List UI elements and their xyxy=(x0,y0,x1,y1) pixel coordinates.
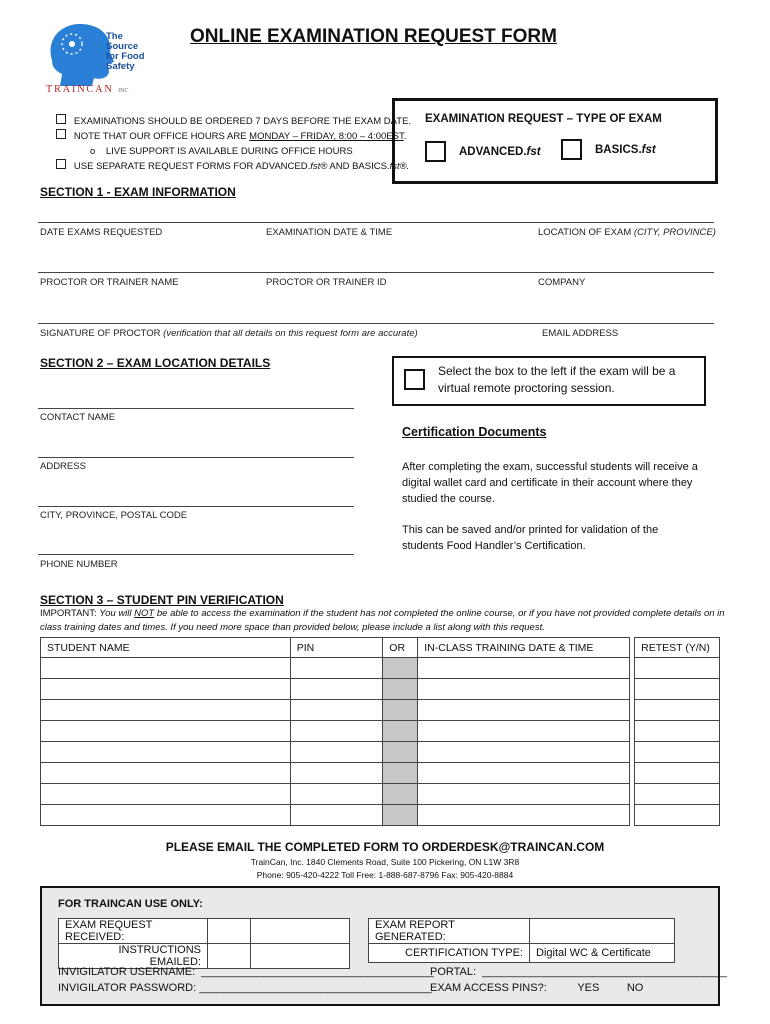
logo-line1: The xyxy=(106,31,123,42)
logo xyxy=(38,20,148,100)
table-row[interactable] xyxy=(41,784,720,805)
bullet-box-icon xyxy=(56,114,66,124)
exam-type-title: EXAMINATION REQUEST – TYPE OF EXAM xyxy=(425,113,662,125)
note-live-support: o LIVE SUPPORT IS AVAILABLE DURING OFFICE HOURS xyxy=(90,146,353,157)
exam-datetime-label: EXAMINATION DATE & TIME xyxy=(266,227,393,238)
cert-type-label: CERTIFICATION TYPE: xyxy=(369,944,530,963)
proctor-id-label: PROCTOR OR TRAINER ID xyxy=(266,277,387,288)
table-row[interactable] xyxy=(41,700,720,721)
virtual-box xyxy=(392,356,706,406)
table-row[interactable] xyxy=(41,742,720,763)
table-row[interactable] xyxy=(41,679,720,700)
bullet-box-icon xyxy=(56,159,66,169)
logo-brand: TRAINCAN xyxy=(46,84,114,95)
admin-right-table xyxy=(368,918,675,963)
page-title: ONLINE EXAMINATION REQUEST FORM xyxy=(190,26,557,47)
pins-yes[interactable]: YES xyxy=(577,982,600,994)
logo-brand-suffix: INC xyxy=(118,88,129,94)
email-instruction: PLEASE EMAIL THE COMPLETED FORM TO ORDERDESK@TRAINCAN.COM xyxy=(165,840,605,854)
header-pin: PIN xyxy=(290,638,383,658)
table-row[interactable] xyxy=(41,721,720,742)
important-note: IMPORTANT: You will NOT be able to access the examination if the student has not completed the online course, or if you have not provided complete details on in class training dates and times. If you need more space than provided below, please include a list along with this request. xyxy=(40,608,725,633)
logo-line3: for Food xyxy=(106,51,145,62)
cert-docs-title: Certification Documents xyxy=(402,425,547,439)
cert-type-value: Digital WC & Certificate xyxy=(530,944,675,963)
logo-line4: Safety xyxy=(106,61,135,72)
header-retest: RETEST (Y/N) xyxy=(635,638,720,658)
report-label: EXAM REPORT GENERATED: xyxy=(369,919,530,944)
access-pins: EXAM ACCESS PINS?: YES NO xyxy=(430,982,644,994)
table-header-row xyxy=(41,638,720,658)
company-label: COMPANY xyxy=(538,277,586,288)
table-row[interactable] xyxy=(41,805,720,826)
invigilator-username: INVIGILATOR USERNAME: ______________________________________ xyxy=(58,966,434,978)
virtual-checkbox[interactable] xyxy=(404,369,425,390)
portal-field: PORTAL: ________________________________________ xyxy=(430,966,727,978)
address-label: ADDRESS xyxy=(40,461,86,472)
company-phones: Phone: 905-420-4222 Toll Free: 1-888-687-8796 Fax: 905-420-8884 xyxy=(256,870,514,880)
received-date[interactable] xyxy=(251,919,350,944)
admin-left-table xyxy=(58,918,350,969)
received-label: EXAM REQUEST RECEIVED: xyxy=(59,919,208,944)
note-ordering: EXAMINATIONS SHOULD BE ORDERED 7 DAYS BEFORE THE EXAM DATE. xyxy=(56,114,411,129)
admin-title: FOR TRAINCAN USE ONLY: xyxy=(58,898,203,910)
city-label: CITY, PROVINCE, POSTAL CODE xyxy=(40,510,188,521)
proctor-name-label: PROCTOR OR TRAINER NAME xyxy=(40,277,179,288)
report-field[interactable] xyxy=(530,919,675,944)
logo-line2: Source xyxy=(106,41,139,52)
student-table xyxy=(40,637,720,826)
pins-no[interactable]: NO xyxy=(626,982,644,994)
signature-label: SIGNATURE OF PROCTOR (verification that all details on this request form are accurate) xyxy=(40,328,418,339)
location-label: LOCATION OF EXAM (CITY, PROVINCE) xyxy=(538,227,716,238)
note-separate-forms: USE SEPARATE REQUEST FORMS FOR ADVANCED.fst® AND BASICS.fst®. xyxy=(56,159,411,174)
table-row[interactable] xyxy=(41,658,720,679)
header-or: OR xyxy=(383,638,418,658)
basics-checkbox[interactable] xyxy=(561,139,582,160)
cert-docs-p2: This can be saved and/or printed for validation of the students Food Handler’s Certification. xyxy=(402,524,659,552)
cert-docs-p1: After completing the exam, successful students will receive a digital wallet card and certificate in their account where they studied the course. xyxy=(402,461,698,505)
received-field[interactable] xyxy=(208,919,251,944)
section1-title: SECTION 1 - EXAM INFORMATION xyxy=(40,185,236,199)
table-row[interactable] xyxy=(41,763,720,784)
basics-label: BASICS.fst xyxy=(595,144,656,156)
instructions-label: INSTRUCTIONS EMAILED: xyxy=(59,944,208,969)
bullet-box-icon xyxy=(56,129,66,139)
advanced-checkbox[interactable] xyxy=(425,141,446,162)
virtual-text: Select the box to the left if the exam will be a virtual remote proctoring session. xyxy=(438,364,676,395)
contact-name-label: CONTACT NAME xyxy=(40,412,116,423)
advanced-label: ADVANCED.fst xyxy=(459,146,541,158)
email-label: EMAIL ADDRESS xyxy=(542,328,619,339)
section3-title: SECTION 3 – STUDENT PIN VERIFICATION xyxy=(40,593,284,607)
admin-box xyxy=(40,886,727,1006)
note-office-hours: NOTE THAT OUR OFFICE HOURS ARE MONDAY – FRIDAY, 8:00 – 4:00EST. xyxy=(56,129,411,144)
header-training-date: IN-CLASS TRAINING DATE & TIME xyxy=(418,638,630,658)
date-requested-label: DATE EXAMS REQUESTED xyxy=(40,227,163,238)
section2-title: SECTION 2 – EXAM LOCATION DETAILS xyxy=(40,356,271,370)
invigilator-password: INVIGILATOR PASSWORD: ______________________________________ xyxy=(58,982,432,994)
exam-type-box xyxy=(392,98,718,184)
company-address: TrainCan, Inc. 1840 Clements Road, Suite 100 Pickering, ON L1W 3R8 xyxy=(250,857,520,867)
header-student-name: STUDENT NAME xyxy=(41,638,291,658)
phone-label: PHONE NUMBER xyxy=(40,559,118,570)
